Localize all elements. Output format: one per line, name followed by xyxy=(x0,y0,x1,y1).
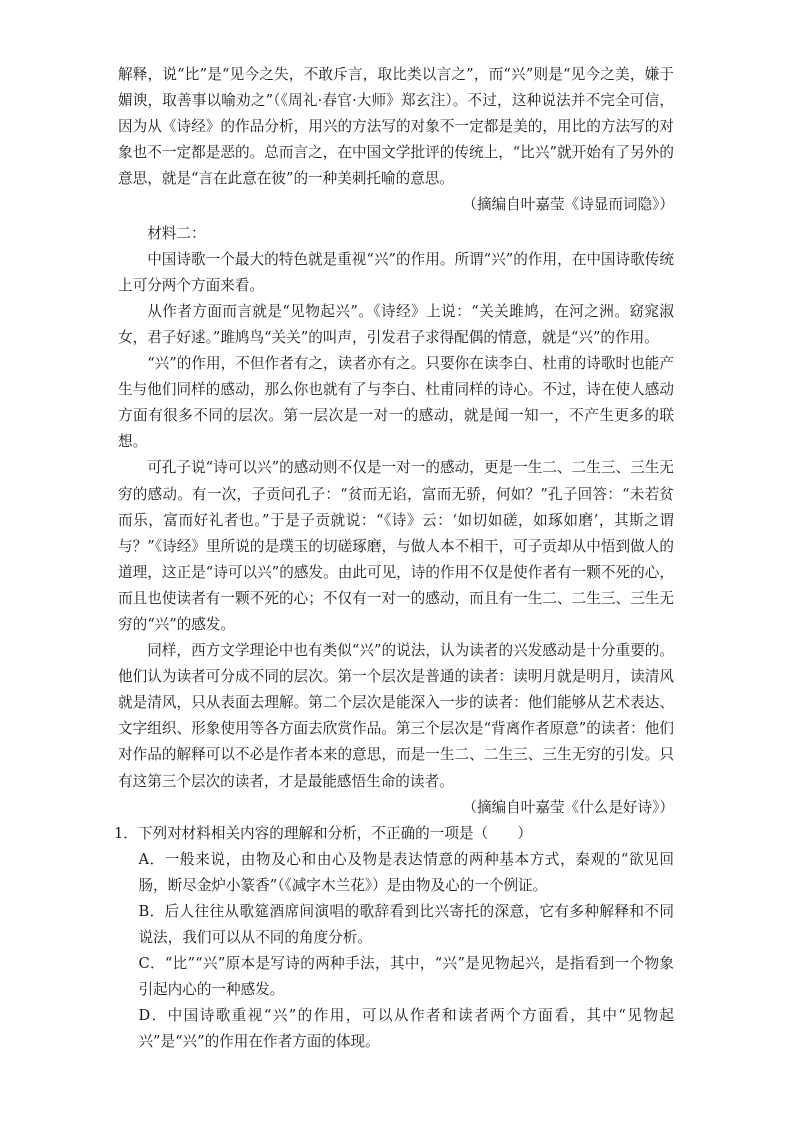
question-1-stem: 1．下列对材料相关内容的理解和分析，不正确的一项是（ ） xyxy=(114,824,532,842)
material-one-tail-paragraph: 解释，说“比”是“见今之失，不敢斥言，取比类以言之”，而“兴”则是“见今之美，嫌于媚谀，取善事以喻劝之”（《周礼·春官·大师》郑玄注）。不过，这种说法并不完全可信，因为从《诗经》的作品分析，用兴的方法写的对象不一定都是美的，用比的方法写的对象也不一定都是恶的。总而言之，在中国文学批评的传统上，“比兴”就开始有了另外的意思，就是“言在此意在彼”的一种美刺托喻的意思。 xyxy=(118,66,674,188)
question-1-option-c[interactable]: C．“比”“兴”原本是写诗的两种手法，其中，“兴”是见物起兴，是指看到一个物象引起内心的一种感发。 xyxy=(138,955,674,999)
material-two-paragraph-1: 中国诗歌一个最大的特色就是重视“兴”的作用。所谓“兴”的作用，在中国诗歌传统上可分两个方面来看。 xyxy=(118,250,674,294)
question-1-option-d[interactable]: D．中国诗歌重视“兴”的作用，可以从作者和读者两个方面看，其中“见物起兴”是“兴”的作用在作者方面的体现。 xyxy=(138,1007,674,1051)
reading-passage xyxy=(114,62,674,1056)
question-1-option-b[interactable]: B．后人往往从歌筵酒席间演唱的歌辞看到比兴寄托的深意，它有多种解释和不同说法，我们可以从不同的角度分析。 xyxy=(138,903,674,947)
question-1-option-a[interactable]: A．一般来说，由物及心和由心及物是表达情意的两种基本方式，秦观的“欲见回肠，断尽金炉小篆香”（《减字木兰花》）是由物及心的一个例证。 xyxy=(138,850,674,894)
material-one-source: （摘编自叶嘉莹《诗显而词隐》） xyxy=(462,196,674,214)
material-two-source: （摘编自叶嘉莹《什么是好诗》） xyxy=(462,798,674,816)
material-two-heading: 材料二： xyxy=(147,224,206,242)
material-two-paragraph-4: 可孔子说“诗可以兴”的感动则不仅是一对一的感动，更是一生二、二生三、三生无穷的感动。有一次，子贡问孔子：“贫而无谄，富而无骄，何如？”孔子回答：“未若贫而乐，富而好礼者也。”于是子贡就说：“《诗》云：‘如切如磋，如琢如磨’，其斯之谓与？”《诗经》里所说的是璞玉的切磋琢磨，与做人本不相干，可子贡却从中悟到做人的道理，这正是“诗可以兴”的感发。由此可见，诗的作用不仅是使作者有一颗不死的心，而且也使读者有一颗不死的心；不仅有一对一的感动，而且有一生二、二生三、三生无穷的“兴”的感发。 xyxy=(118,459,674,633)
material-two-paragraph-5: 同样，西方文学理论中也有类似“兴”的说法，认为读者的兴发感动是十分重要的。他们认为读者可分成不同的层次。第一个层次是普通的读者：读明月就是明月，读清风就是清风，只从表面去理解。第二个层次是能深入一步的读者：他们能够从艺术表达、文字组织、形象使用等各方面去欣赏作品。第三个层次是“背离作者原意”的读者：他们对作品的解释可以不必是作者本来的意思，而是一生二、二生三、三生无穷的引发。只有这第三个层次的读者，才是最能感悟生命的读者。 xyxy=(118,642,674,790)
material-two-paragraph-2: 从作者方面而言就是“见物起兴”。《诗经》上说：“关关雎鸠，在河之洲。窈窕淑女，君子好逑。”雎鸠鸟“关关”的叫声，引发君子求得配偶的情意，就是“兴”的作用。 xyxy=(118,302,674,346)
material-two-paragraph-3: “兴”的作用，不但作者有之，读者亦有之。只要你在读李白、杜甫的诗歌时也能产生与他们同样的感动，那么你也就有了与李白、杜甫同样的诗心。不过，诗在使人感动方面有很多不同的层次。第一层次是一对一的感动，就是闻一知一，不产生更多的联想。 xyxy=(118,355,674,451)
